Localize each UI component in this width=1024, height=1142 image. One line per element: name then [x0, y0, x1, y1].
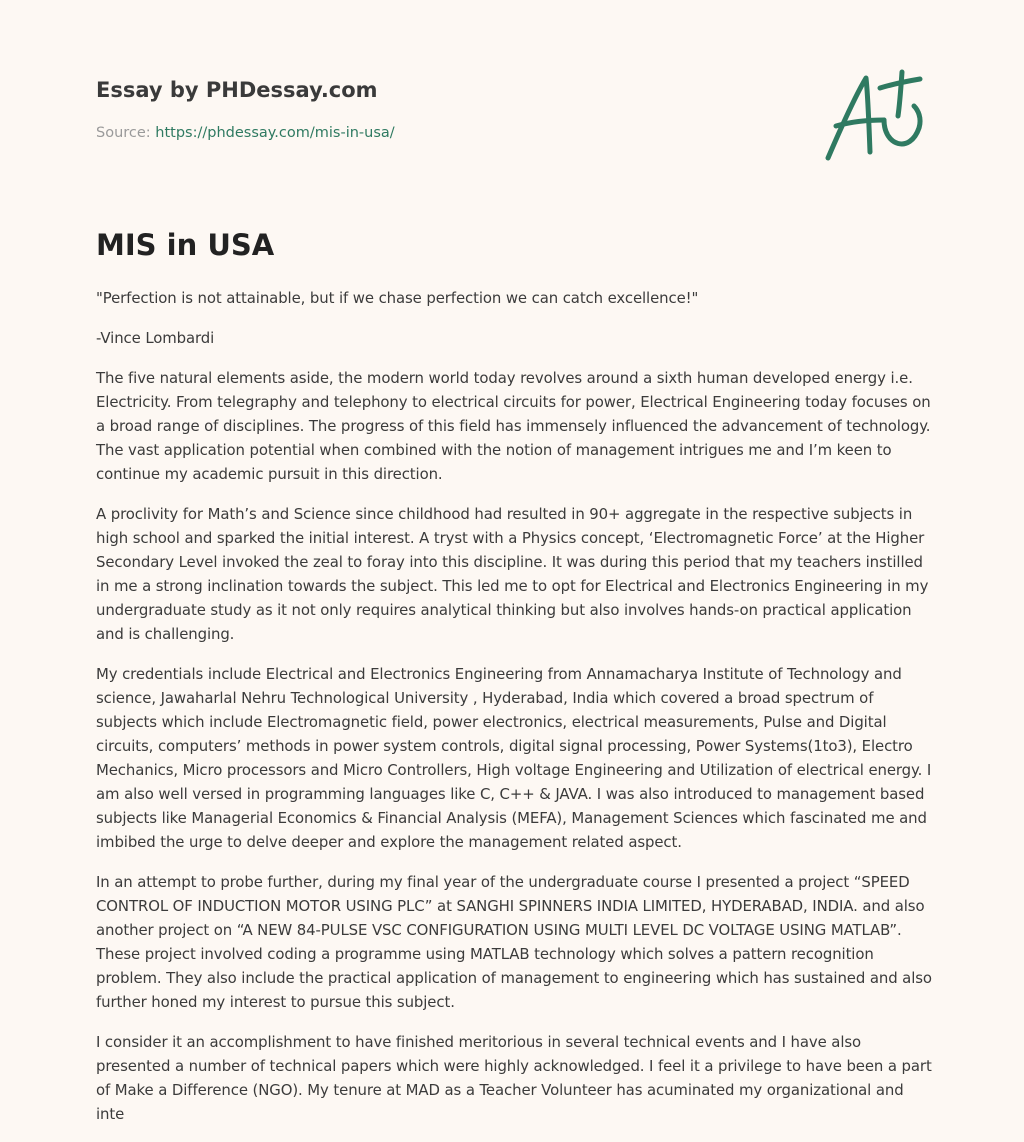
essay-paragraph: "Perfection is not attainable, but if we chase perfection we can catch excellence!": [96, 289, 699, 307]
essay-page: [96, 0, 932, 1123]
a-plus-logo-icon: [822, 68, 926, 164]
brand-title: Essay by PHDessay.com: [96, 78, 378, 102]
source-label: Source:: [96, 125, 151, 141]
essay-paragraph: In an attempt to probe further, during my final year of the undergraduate course I presented a project “SPEED CONTROL OF INDUCTION MOTOR USING PLC” at SANGHI SPINNERS INDIA LIMITED, HYDERABAD, INDIA. and also another project on “A NEW 84-PULSE VSC CONFIGURATION USING MULTI LEVEL DC VOLTAGE USING MATLAB”. These project involved coding a programme using MATLAB technology which solves a pattern recognition problem. They also include the practical application of management to engineering which has sustained and also further honed my interest to pursue this subject.: [96, 873, 932, 1011]
essay-header: [96, 0, 932, 262]
essay-body: [96, 286, 932, 1142]
essay-title: MIS in USA: [96, 228, 275, 262]
source-link[interactable]: https://phdessay.com/mis-in-usa/: [155, 125, 395, 141]
source-line: [96, 123, 395, 143]
essay-paragraph: I consider it an accomplishment to have finished meritorious in several technical events and I have also presented a number of technical papers which were highly acknowledged. I feel it a privilege to have been a part of Make a Difference (NGO). My tenure at MAD as a Teacher Volunteer has acuminated my organizational and inte: [96, 1033, 932, 1123]
essay-paragraph: A proclivity for Math’s and Science since childhood had resulted in 90+ aggregate in the respective subjects in high school and sparked the initial interest. A tryst with a Physics concept, ‘Electromagnetic Force’ at the Higher Secondary Level invoked the zeal to foray into this discipline. It was during this period that my teachers instilled in me a strong inclination towards the subject. This led me to opt for Electrical and Electronics Engineering in my undergraduate study as it not only requires analytical thinking but also involves hands-on practical application and is challenging.: [96, 505, 929, 643]
essay-paragraph: The five natural elements aside, the modern world today revolves around a sixth human developed energy i.e. Electricity. From telegraphy and telephony to electrical circuits for power, Electrical Engineering today focuses on a broad range of disciplines. The progress of this field has immensely influenced the advancement of technology. The vast application potential when combined with the notion of management intrigues me and I’m keen to continue my academic pursuit in this direction.: [96, 369, 931, 483]
essay-paragraph: My credentials include Electrical and Electronics Engineering from Annamacharya Institute of Technology and science, Jawaharlal Nehru Technological University , Hyderabad, India which covered a broad spectrum of subjects which include Electromagnetic field, power electronics, electrical measurements, Pulse and Digital circuits, computers’ methods in power system controls, digital signal processing, Power Systems(1to3), Electro Mechanics, Micro processors and Micro Controllers, High voltage Engineering and Utilization of electrical energy. I am also well versed in programming languages like C, C++ & JAVA. I was also introduced to management based subjects like Managerial Economics & Financial Analysis (MEFA), Management Sciences which fascinated me and imbibed the urge to delve deeper and explore the management related aspect.: [96, 665, 932, 851]
essay-paragraph: -Vince Lombardi: [96, 329, 215, 347]
